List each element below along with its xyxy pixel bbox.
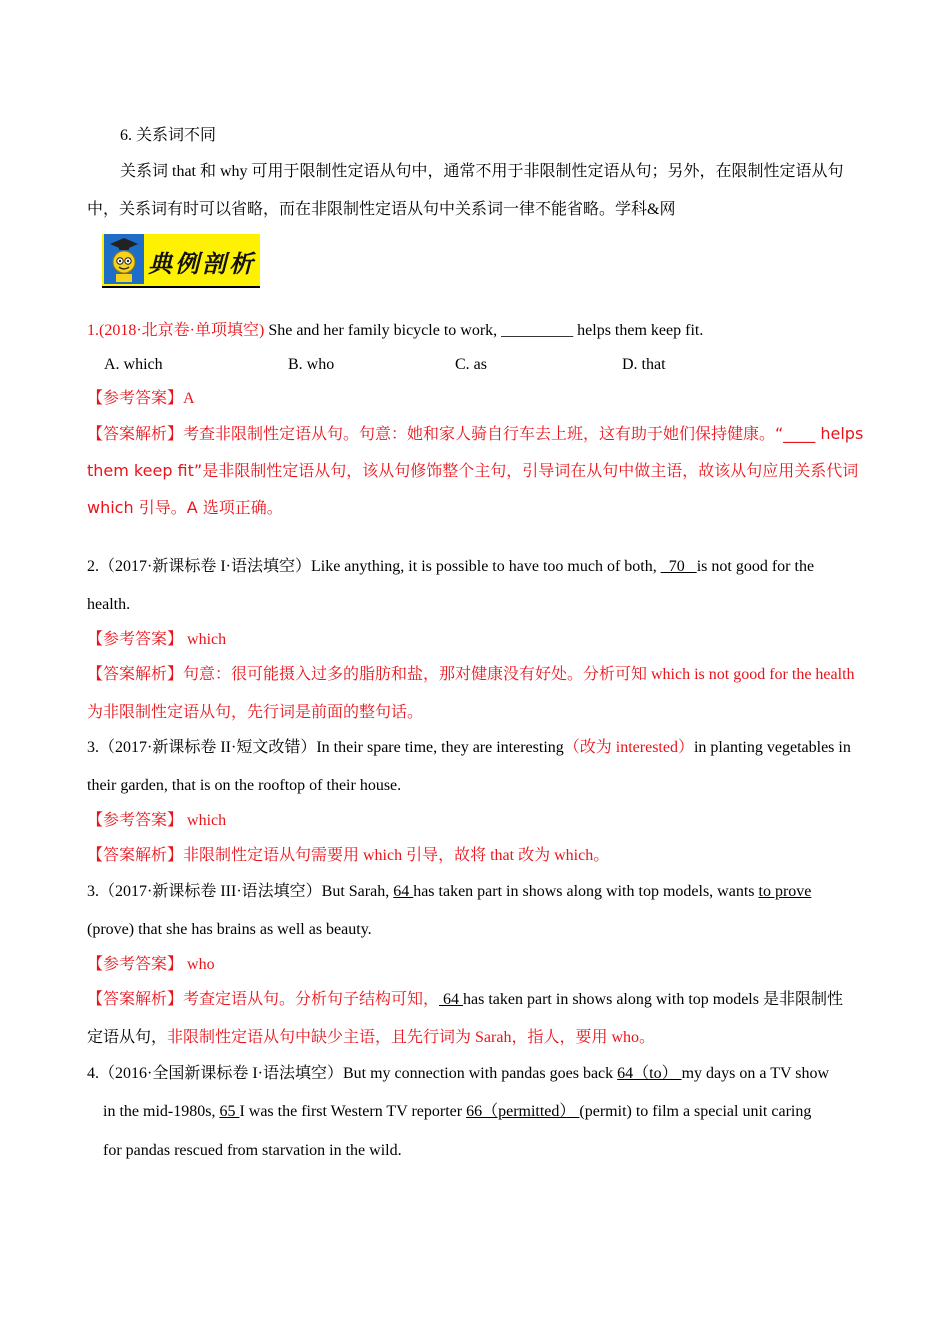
- graduate-mascot-icon: [104, 234, 144, 284]
- option-b: B. who: [288, 356, 335, 373]
- question-3b-stem: 3.（2017·新课标卷 III·语法填空）But Sarah, 64 has taken part in shows along with top models, wants to prove: [87, 883, 812, 900]
- question-2-analysis-line: 为非限制性定语从句，先行词是前面的整句话。: [87, 704, 424, 721]
- question-2-blank: _70_: [660, 558, 697, 575]
- question-4-blank: 66（permitted）: [466, 1103, 580, 1120]
- question-2-stem-line: health.: [87, 596, 131, 613]
- question-2-stem: 2.（2017·新课标卷 I·语法填空）Like anything, it is possible to have too much of both, _70_ is not good for the: [87, 558, 815, 575]
- question-4-stem: 4.（2016·全国新课标卷 I·语法填空）But my connection with pandas goes back 64（to） my days on a TV show: [87, 1065, 830, 1082]
- badge-label: 典例剖析: [148, 250, 256, 278]
- question-4-blank: 64（to）: [617, 1065, 682, 1082]
- question-3a-correction: （改为 interested）: [563, 739, 694, 756]
- section-paragraph-line: 中，关系词有时可以省略，而在非限制性定语从句中关系词一律不能省略。学科&网: [87, 201, 676, 218]
- question-3b-blank: to prove: [758, 883, 812, 900]
- section-heading: 6. 关系词不同: [120, 127, 217, 144]
- section-paragraph-line: 关系词 that 和 why 可用于限制性定语从句中，通常不用于非限制性定语从句；另外，在限制性定语从句: [120, 163, 844, 180]
- question-1-text: She and her family bicycle to work, _________ helps them keep fit.: [264, 322, 704, 339]
- question-3b-analysis-line: 定语从句，非限制性定语从句中缺少主语，且先行词为 Sarah，指人，要用 who。: [87, 1029, 656, 1046]
- question-3a-answer: 【参考答案】 which: [87, 812, 227, 829]
- question-1-answer: 【参考答案】A: [87, 390, 195, 407]
- question-1-analysis-line: 【答案解析】考查非限制性定语从句。句意：她和家人骑自行车去上班，这有助于她们保持健康。“____ helps: [87, 424, 864, 443]
- question-2-analysis-line: 【答案解析】句意：很可能摄入过多的脂肪和盐，那对健康没有好处。分析可知 which is not good for the health: [87, 666, 855, 683]
- question-4-stem-line: in the mid-1980s, 65 I was the first Western TV reporter 66（permitted） (permit) to film a special unit caring: [103, 1103, 812, 1120]
- question-1-analysis-line: which 引导。A 选项正确。: [87, 498, 283, 517]
- question-3a-analysis: 【答案解析】非限制性定语从句需要用 which 引导，故将 that 改为 which。: [87, 847, 610, 864]
- question-3b-analysis-line: 【答案解析】考查定语从句。分析句子结构可知， 64 has taken part in shows along with top models 是非限制性: [87, 991, 843, 1008]
- option-a: A. which: [104, 356, 163, 373]
- question-3b-answer: 【参考答案】 who: [87, 956, 215, 973]
- option-d: D. that: [622, 356, 666, 373]
- question-1-source: 1.(2018·北京卷·单项填空): [87, 322, 265, 339]
- question-4-blank: 65: [219, 1103, 240, 1120]
- question-3b-stem-line: (prove) that she has brains as well as beauty.: [87, 921, 372, 938]
- question-4-stem-line: for pandas rescued from starvation in the wild.: [103, 1142, 402, 1159]
- question-1-stem: [87, 321, 703, 341]
- example-analysis-badge: [102, 234, 260, 288]
- question-3a-stem: 3.（2017·新课标卷 II·短文改错）In their spare time, they are interesting（改为 interested）in planting vegetables in: [87, 739, 851, 756]
- question-2-answer: 【参考答案】 which: [87, 631, 227, 648]
- question-1-analysis-line: them keep fit”是非限制性定语从句，该从句修饰整个主句，引导词在从句中做主语，故该从句应用关系代词: [87, 461, 859, 480]
- option-c: C. as: [455, 356, 487, 373]
- question-3a-stem-line: their garden, that is on the rooftop of their house.: [87, 777, 402, 794]
- question-3b-blank: 64: [393, 883, 414, 900]
